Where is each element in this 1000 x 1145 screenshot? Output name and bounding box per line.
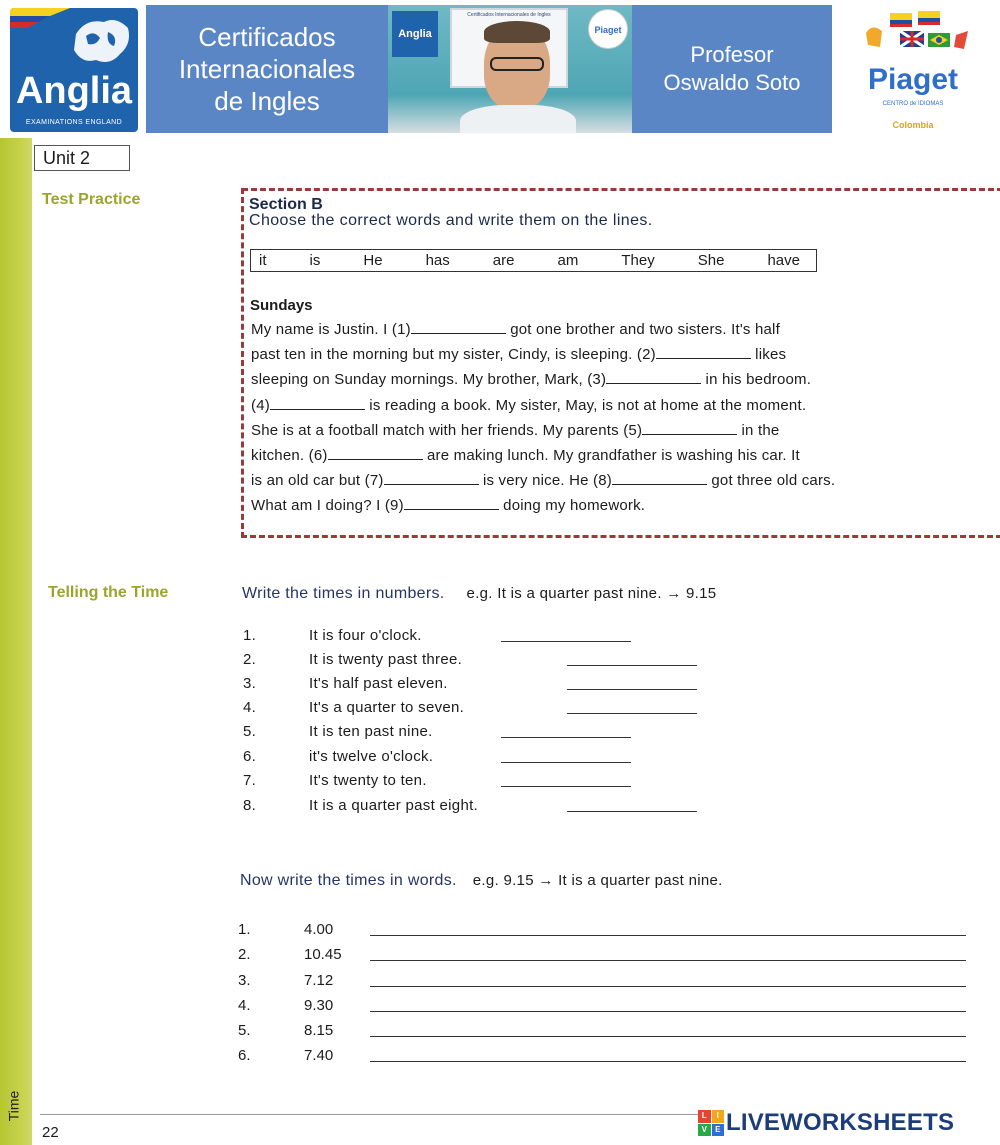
story-line (251, 396, 806, 414)
words-item (238, 997, 978, 1017)
story-text: (4) (251, 397, 270, 414)
story-text: in his bedroom. (701, 371, 812, 388)
teacher-glasses (490, 57, 544, 71)
item-text: It's half past eleven. (309, 675, 448, 692)
answer-line[interactable] (501, 762, 631, 763)
words-item (238, 1047, 978, 1067)
gap-4-answer-blank[interactable] (270, 396, 365, 410)
words-item (238, 1022, 978, 1042)
item-number: 6. (238, 1047, 251, 1064)
answer-line[interactable] (501, 641, 631, 642)
item-text: It's a quarter to seven. (309, 699, 465, 716)
answer-line[interactable] (370, 1036, 966, 1037)
story-text: is an old car but (7) (251, 472, 384, 489)
numbers-instruction (242, 585, 716, 603)
liveworksheets-brand (698, 1108, 954, 1138)
answer-line[interactable] (370, 1011, 966, 1012)
words-example: e.g. 9.15 → It is a quarter past nine. (472, 872, 723, 889)
gap-3-answer-blank[interactable] (606, 370, 701, 384)
header-banner (0, 0, 1000, 138)
story-text: is very nice. He (8) (478, 472, 612, 489)
answer-line[interactable] (370, 986, 966, 987)
story-text: What am I doing? I (9) (251, 497, 404, 514)
words-item (238, 972, 978, 992)
story-text: is reading a book. My sister, May, is not at home at the moment. (364, 397, 807, 414)
item-number: 8. (243, 797, 257, 814)
piaget-country: Colombia (892, 120, 934, 130)
section-b-title: Section B (249, 196, 323, 213)
banner-title-line-1: Certificados (198, 22, 336, 52)
answer-line[interactable] (567, 665, 697, 666)
globe-map-icon (66, 14, 136, 72)
item-number: 1. (238, 921, 251, 938)
teacher-name-block (632, 5, 832, 133)
words-item (238, 921, 978, 941)
piaget-wordmark: Piaget (867, 63, 959, 96)
word-bank-item: has (425, 252, 450, 269)
teacher-hair (484, 21, 550, 43)
item-number: 5. (243, 723, 257, 740)
anglia-subtitle: EXAMINATIONS ENGLAND (25, 119, 123, 126)
item-number: 1. (243, 627, 257, 644)
word-bank-item: They (621, 252, 655, 269)
word-bank-item: He (363, 252, 383, 269)
story-text: past ten in the morning but my sister, Cindy, is sleeping. (2) (251, 346, 656, 363)
piaget-subtitle: CENTRO de IDIOMAS (882, 101, 944, 107)
answer-line[interactable] (501, 786, 631, 787)
teacher-title: Profesor (690, 42, 774, 67)
teacher-shirt (460, 105, 576, 133)
story-text: got three old cars. (707, 472, 836, 489)
words-instruction (240, 872, 723, 890)
logo-letter: I (712, 1110, 725, 1123)
item-text: It is a quarter past eight. (309, 797, 479, 814)
item-time-value: 4.00 (304, 921, 334, 938)
item-time-value: 9.30 (304, 997, 334, 1014)
answer-line[interactable] (501, 737, 631, 738)
story-text: My name is Justin. I (1) (251, 321, 411, 338)
item-text: It's twenty to ten. (309, 772, 427, 789)
piaget-logo (840, 5, 986, 133)
item-text: It is ten past nine. (309, 723, 433, 740)
item-time-value: 7.12 (304, 972, 334, 989)
word-bank-item: are (492, 252, 515, 269)
story-text: She is at a football match with her friends. My parents (5) (251, 422, 643, 439)
side-section-text: Time (5, 1090, 22, 1122)
story-line (251, 370, 811, 388)
topic-telling-time: Telling the Time (48, 584, 169, 601)
item-number: 4. (243, 699, 257, 716)
story-text: got one brother and two sisters. It's half (505, 321, 780, 338)
gap-1-answer-blank[interactable] (411, 320, 506, 334)
story-title: Sundays (250, 297, 313, 314)
words-instruction-text: Now write the times in words. (240, 872, 457, 889)
answer-line[interactable] (370, 935, 966, 936)
logo-letter: E (712, 1124, 725, 1137)
answer-line[interactable] (567, 713, 697, 714)
numbers-example: e.g. It is a quarter past nine. → 9.15 (466, 585, 717, 602)
flags-icon (860, 9, 970, 59)
answer-line[interactable] (567, 689, 697, 690)
item-time-value: 8.15 (304, 1022, 334, 1039)
word-bank-item: is (309, 252, 321, 269)
item-time-value: 7.40 (304, 1047, 334, 1064)
answer-line[interactable] (370, 1061, 966, 1062)
certificate-board-title: Certificados Internacionales de Ingles (467, 12, 551, 18)
gap-8-answer-blank[interactable] (612, 471, 707, 485)
mini-anglia-logo: Anglia (392, 11, 438, 57)
banner-title-line-2: Internacionales (178, 54, 356, 84)
item-time-value: 10.45 (304, 946, 342, 963)
item-number: 4. (238, 997, 251, 1014)
words-item (238, 946, 978, 966)
footer-divider (40, 1114, 700, 1115)
story-text: sleeping on Sunday mornings. My brother, Mark, (3) (251, 371, 607, 388)
item-number: 2. (243, 651, 257, 668)
gap-5-answer-blank[interactable] (642, 421, 737, 435)
item-text: it's twelve o'clock. (309, 748, 434, 765)
teacher-name: Oswaldo Soto (663, 70, 801, 95)
item-text: It is twenty past three. (309, 651, 463, 668)
gap-2-answer-blank[interactable] (656, 345, 751, 359)
mini-piaget-logo: Piaget (588, 9, 628, 49)
item-number: 2. (238, 946, 251, 963)
word-bank-item: She (697, 252, 725, 269)
numbers-instruction-text: Write the times in numbers. (242, 585, 445, 602)
liveworksheets-wordmark: LIVEWORKSHEETS (726, 1109, 955, 1136)
gap-9-answer-blank[interactable] (404, 496, 499, 510)
word-bank (250, 249, 817, 272)
page-number: 22 (42, 1124, 59, 1141)
item-number: 3. (243, 675, 257, 692)
teacher-photo (388, 5, 632, 133)
story-text: likes (750, 346, 787, 363)
gap-7-answer-blank[interactable] (384, 471, 479, 485)
story-text: kitchen. (6) (251, 447, 328, 464)
answer-line[interactable] (370, 960, 966, 961)
story-text: doing my homework. (498, 497, 646, 514)
item-number: 3. (238, 972, 251, 989)
story-text: are making lunch. My grandfather is washing his car. It (422, 447, 800, 464)
word-bank-item: have (767, 252, 800, 269)
item-number: 6. (243, 748, 257, 765)
word-bank-item: it (259, 252, 267, 269)
item-text: It is four o'clock. (309, 627, 422, 644)
story-line (251, 496, 645, 514)
banner-title-line-3: de Ingles (214, 86, 320, 116)
liveworksheets-logo-icon (698, 1110, 724, 1136)
answer-line[interactable] (567, 811, 697, 812)
word-bank-item: am (557, 252, 579, 269)
story-text: in the (737, 422, 780, 439)
story-line (251, 320, 780, 338)
unit-label: Unit 2 (34, 145, 130, 171)
story-line (251, 421, 779, 439)
gap-6-answer-blank[interactable] (328, 446, 423, 460)
story-line (251, 345, 786, 363)
topic-test-practice: Test Practice (42, 191, 141, 208)
section-b-instruction: Choose the correct words and write them on the lines. (249, 212, 653, 229)
side-section-label (2, 1088, 30, 1124)
banner-title (146, 5, 388, 133)
item-number: 5. (238, 1022, 251, 1039)
logo-letter: V (698, 1124, 711, 1137)
item-number: 7. (243, 772, 257, 789)
logo-letter: L (698, 1110, 711, 1123)
story-line (251, 446, 800, 464)
colombia-flag-icon (10, 8, 70, 28)
anglia-logo (10, 8, 138, 132)
page-margin-strip (0, 138, 32, 1145)
anglia-wordmark: Anglia (15, 70, 133, 112)
story-line (251, 471, 835, 489)
